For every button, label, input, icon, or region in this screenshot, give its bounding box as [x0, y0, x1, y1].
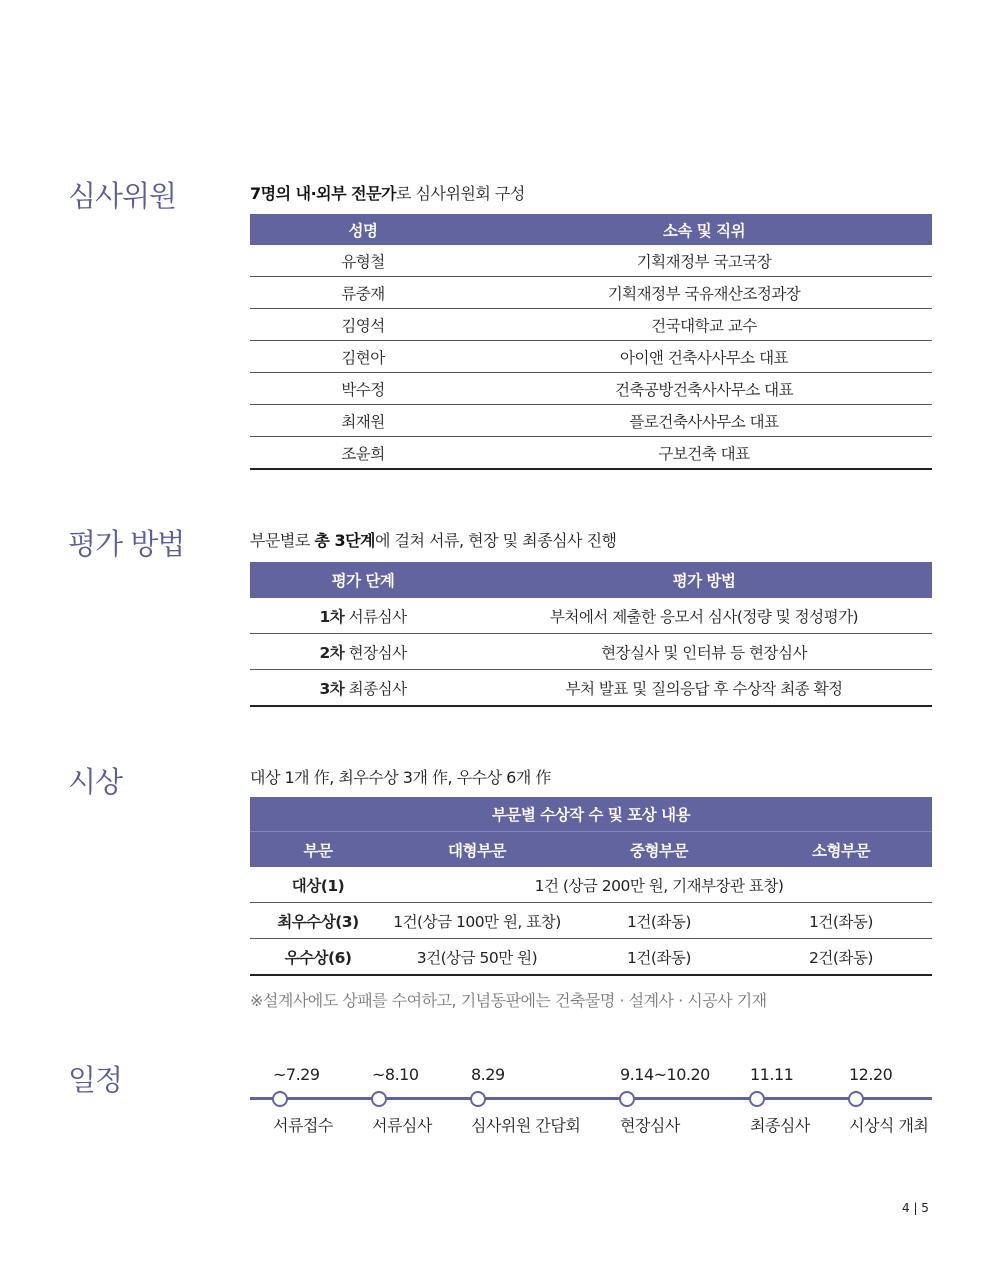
table-row: [250, 867, 932, 903]
jury-position: 기획재정부 국고국장: [636, 252, 772, 271]
timeline-dot-icon: [272, 1091, 288, 1107]
evaluation-table-header: [250, 562, 932, 598]
table-row: [250, 405, 932, 437]
timeline-label: 최종심사: [750, 1116, 810, 1135]
table-row: [250, 245, 932, 277]
evaluation-stage-name: 현장심사: [344, 643, 407, 662]
jury-position: 아이앤 건축사사무소 대표: [476, 341, 932, 373]
table-row: [250, 309, 932, 341]
timeline-label: 서류심사: [372, 1116, 432, 1135]
table-row: [250, 277, 932, 309]
evaluation-section-title: 평가 방법: [68, 527, 185, 561]
jury-section-title: 심사위원: [68, 179, 177, 213]
jury-position: 구보건축 대표: [476, 437, 932, 470]
award-label: 대상(1): [291, 876, 345, 895]
evaluation-stage-number: 1차: [319, 607, 345, 626]
table-row: [250, 939, 932, 976]
table-row: [250, 670, 932, 707]
schedule-section-title: 일정: [68, 1063, 123, 1097]
award-label: 우수상(6): [250, 939, 386, 976]
timeline-label: 시상식 개최: [849, 1116, 929, 1135]
timeline-dot-icon: [371, 1091, 387, 1107]
awards-header-main: 부문별 수상작 수 및 포상 내용: [250, 797, 932, 832]
jury-name: 최재원: [250, 405, 476, 437]
jury-name: 류중재: [250, 277, 476, 309]
timeline-label: 현장심사: [620, 1116, 680, 1135]
awards-section-title: 시상: [68, 765, 123, 799]
awards-intro: 대상 1개 作, 최우수상 3개 作, 우수상 6개 作: [250, 768, 551, 787]
evaluation-method: 부처에서 제출한 응모서 심사(정량 및 정성평가): [549, 607, 859, 626]
table-row: [250, 598, 932, 634]
jury-name: 유형철: [341, 252, 385, 271]
timeline-date: 11.11: [750, 1065, 794, 1084]
timeline-line: [250, 1097, 932, 1100]
evaluation-intro-pre: 부문별로: [250, 531, 315, 550]
table-row: [250, 373, 932, 405]
timeline-date: ~8.10: [372, 1065, 419, 1084]
award-large: 3건(상금 50만 원): [386, 939, 568, 976]
jury-name: 조윤희: [250, 437, 476, 470]
evaluation-table: [250, 562, 932, 707]
jury-name: 김영석: [250, 309, 476, 341]
jury-name: 박수정: [250, 373, 476, 405]
table-row: [250, 634, 932, 670]
jury-name: 김현아: [250, 341, 476, 373]
timeline-label: 심사위원 간담회: [471, 1116, 581, 1135]
awards-header-category: 부문: [250, 832, 386, 868]
evaluation-method: 현장실사 및 인터뷰 등 현장심사: [476, 634, 932, 670]
evaluation-stage: [250, 634, 476, 670]
evaluation-header-method: 평가 방법: [476, 562, 932, 598]
jury-header-position: 소속 및 직위: [476, 214, 932, 245]
timeline-dot-icon: [749, 1091, 765, 1107]
timeline-date: ~7.29: [273, 1065, 320, 1084]
jury-position: 기획재정부 국유재산조정과장: [476, 277, 932, 309]
award-grand-content: 1건 (상금 200만 원, 기재부장관 표창): [534, 876, 784, 895]
jury-table-header: [250, 214, 932, 245]
jury-intro-text: 로 심사위원회 구성: [396, 184, 525, 203]
timeline-label: 서류접수: [273, 1116, 333, 1135]
evaluation-stage: [250, 598, 476, 634]
timeline-date: 12.20: [849, 1065, 893, 1084]
jury-position: 건국대학교 교수: [476, 309, 932, 341]
awards-header-medium: 중형부문: [568, 832, 750, 868]
table-row: [250, 341, 932, 373]
award-medium: 1건(좌동): [568, 939, 750, 976]
award-large: 1건(상금 100만 원, 표창): [386, 903, 568, 939]
timeline-date: 9.14~10.20: [620, 1065, 710, 1084]
awards-table-main-header: [250, 797, 932, 832]
awards-table-header: [250, 832, 932, 868]
timeline-dot-icon: [470, 1091, 486, 1107]
awards-table: [250, 797, 932, 976]
evaluation-stage-name: 서류심사: [344, 607, 407, 626]
jury-position: 건축공방건축사사무소 대표: [476, 373, 932, 405]
award-small: 2건(좌동): [750, 939, 932, 976]
table-row: [250, 903, 932, 939]
jury-position: 플로건축사사무소 대표: [476, 405, 932, 437]
evaluation-stage-number: 3차: [319, 679, 345, 698]
awards-header-small: 소형부문: [750, 832, 932, 868]
evaluation-method: 부처 발표 및 질의응답 후 수상작 최종 확정: [476, 670, 932, 707]
awards-header-large: 대형부문: [386, 832, 568, 868]
evaluation-intro-bold: 총 3단계: [314, 531, 375, 550]
awards-note: ※설계사에도 상패를 수여하고, 기념동판에는 건축물명 · 설계사 · 시공사 기재: [250, 991, 767, 1010]
jury-table: [250, 214, 932, 470]
page-number: 4 | 5: [902, 1201, 929, 1215]
table-row: [250, 437, 932, 470]
evaluation-stage-number: 2차: [319, 643, 345, 662]
timeline-dot-icon: [619, 1091, 635, 1107]
evaluation-header-stage: 평가 단계: [250, 562, 476, 598]
jury-intro-bold: 7명의 내·외부 전문가: [250, 184, 396, 203]
award-label: 최우수상(3): [250, 903, 386, 939]
evaluation-intro: [250, 528, 617, 551]
timeline-dot-icon: [848, 1091, 864, 1107]
award-small: 1건(좌동): [750, 903, 932, 939]
jury-header-name: 성명: [250, 214, 476, 245]
timeline-date: 8.29: [471, 1065, 505, 1084]
evaluation-intro-text: 에 걸쳐 서류, 현장 및 최종심사 진행: [375, 531, 617, 550]
jury-intro: [250, 181, 525, 204]
evaluation-stage-name: 최종심사: [344, 679, 407, 698]
award-medium: 1건(좌동): [568, 903, 750, 939]
evaluation-stage: [250, 670, 476, 707]
